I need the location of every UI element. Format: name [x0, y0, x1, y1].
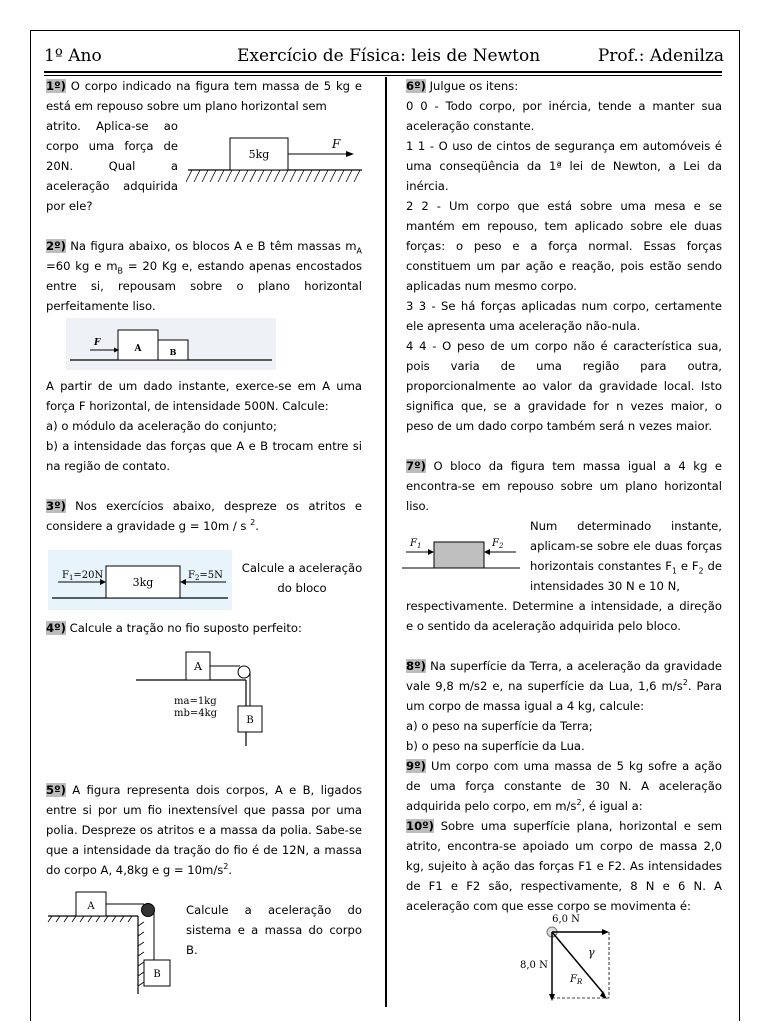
subscript: B	[117, 266, 123, 276]
block-b-label: B	[169, 347, 177, 357]
question-6	[406, 76, 722, 436]
question-3-instruction	[238, 558, 366, 598]
judge-item-0: 0 0 - Todo corpo, por inércia, tende a manter sua aceleração constante.	[406, 99, 722, 133]
subscript: 1	[671, 566, 677, 576]
question-8	[406, 656, 722, 916]
force-2-label: $F_2=5N$	[188, 570, 223, 582]
figure-block-on-plane	[186, 124, 364, 190]
figure-opposing-forces	[400, 532, 522, 574]
question-text: O bloco da figura tem massa igual a 4 kg e encontra-se em repouso sobre um plano horizontal liso.	[406, 459, 722, 513]
question-text: Nos exercícios abaixo, despreze os atritos e considere a gravidade g = 10m / s	[46, 499, 363, 533]
question-number: 9º)	[406, 759, 426, 773]
question-text: Na figura abaixo, os blocos A e B têm massas	[70, 239, 341, 253]
punctuation: .	[255, 519, 259, 533]
question-text: Num determinado instante, aplicam-se sobre ele duas forças horizontais constantes F	[530, 519, 722, 573]
question-number: 1º)	[46, 79, 66, 93]
figure-pulley-system	[136, 646, 276, 746]
block-a-label: A	[87, 901, 95, 912]
superscript: 2	[682, 678, 688, 688]
block-a-label: A	[134, 344, 142, 354]
mass-b-label: mb=4kg	[174, 708, 218, 719]
force-1-label: $F_1=20N$	[62, 570, 104, 582]
question-4	[46, 618, 362, 638]
question-5	[46, 780, 362, 880]
question-text: Calcule a tração no fio suposto perfeito:	[69, 621, 302, 635]
question-text: e F	[676, 559, 699, 573]
question-text: de intensidades 30 N e 10 N,	[530, 559, 722, 593]
question-2	[46, 236, 362, 316]
force-label: F	[94, 338, 101, 348]
page-header	[44, 46, 724, 70]
subscript: A	[356, 246, 363, 256]
question-number: 8º)	[406, 659, 426, 673]
question-number: 10º)	[406, 819, 434, 833]
force-label: F	[332, 137, 341, 151]
figure-blocks-a-b	[66, 318, 276, 370]
question-text: Sobre uma superfície plana, horizontal e sem atrito, encontra-se apoiado um corpo de massa 2,0 kg, sujeito à ação das forças F1 e F2. As intensidades de F1 e F2 são, respectivamente, 8 N e 6 N. A aceleração com que esse corpo se movimenta é:	[406, 819, 722, 913]
item-a: a) o peso na superfície da Terra;	[406, 719, 593, 733]
mass-label: 5kg	[248, 148, 270, 161]
question-1-continued	[46, 116, 178, 216]
item-b: b) o peso na superfície da Lua.	[406, 739, 585, 753]
grade-label: 1º Ano	[44, 46, 102, 66]
question-text: Julgue os itens:	[429, 79, 519, 93]
block-a-label: A	[194, 660, 202, 673]
force-1-label: $F_1$	[410, 538, 422, 550]
question-1	[46, 76, 362, 116]
question-7-continued	[530, 516, 722, 596]
teacher-name: Prof.: Adenilza	[597, 46, 724, 66]
gamma-label: γ	[588, 946, 595, 959]
question-text: respectivamente. Determine a intensidade, a direção e o sentido da aceleração adquirida pelo bloco.	[406, 599, 722, 633]
question-number: 4º)	[46, 621, 66, 635]
header-rule-top	[44, 71, 722, 73]
judge-item-1: 1 1 - O uso de cintos de segurança em automóveis é uma conseqüência da 1ª lei de Newton, a Lei da inércia.	[406, 139, 722, 193]
question-7-end	[406, 596, 722, 636]
punctuation: .	[228, 863, 233, 877]
resultant-label: $F_R$	[570, 974, 583, 986]
instruction-line: do bloco	[277, 581, 327, 595]
instruction-line: Calcule a aceleração	[241, 561, 363, 575]
worksheet-title: Exercício de Física: leis de Newton	[237, 46, 541, 66]
figure-force-vectors	[514, 910, 618, 1004]
judge-item-3: 3 3 - Se há forças aplicadas num corpo, certamente ele apresenta uma aceleração não-nula.	[406, 299, 722, 333]
question-text: . Para um corpo de massa igual a 4 kg, calcule:	[406, 679, 722, 713]
block-b-label: B	[153, 969, 161, 980]
question-5-instruction	[186, 900, 362, 960]
question-text: , é igual a:	[581, 799, 643, 813]
question-3	[46, 496, 362, 536]
question-text: = 20 Kg e, estando apenas encostados entre si, repousam sobre o plano horizontal perfeitamente liso.	[46, 259, 362, 313]
question-2-parts	[46, 376, 362, 476]
question-text: A partir de um dado instante, exerce-se em A uma força F horizontal, de intensidade 500N. Calcule:	[46, 379, 362, 413]
question-text: =60 kg e m	[46, 259, 118, 273]
question-text: A figura representa dois corpos, A e B, ligados entre si por um fio inextensível que passa por uma polia. Despreze os atritos e a massa da polia. Sabe-se que a intensidade da tração do fio é de 12N, a massa do corpo A, 4,8kg e g = 10m/s	[46, 783, 362, 877]
superscript: 2	[223, 862, 229, 872]
question-number: 3º)	[46, 499, 66, 513]
question-number: 7º)	[406, 459, 426, 473]
mass-a-label: ma=1kg	[174, 696, 217, 707]
figure-table-pulley	[44, 890, 176, 994]
mass-symbol: m	[345, 239, 357, 253]
judge-item-2: 2 2 - Um corpo que está sobre uma mesa e se mantém em repouso, tem aplicado sobre ele duas forças: o peso e a força normal. Essas forças constituem um par ação e reação, pois estão sendo aplicadas num mesmo corpo.	[406, 199, 722, 293]
question-7	[406, 456, 722, 516]
question-number: 5º)	[46, 783, 66, 797]
mass-label: 3kg	[132, 576, 154, 589]
column-divider	[385, 77, 387, 1007]
question-number: 6º)	[406, 79, 426, 93]
item-b: b) a intensidade das forças que A e B trocam entre si na região de contato.	[46, 439, 362, 473]
item-a: a) o módulo da aceleração do conjunto;	[46, 419, 277, 433]
question-text: Na superfície da Terra, a aceleração da gravidade vale 9,8 m/s2 e, na superfície da Lua, 1,6 m/s	[406, 659, 723, 693]
force-2-label: $F_2$	[492, 538, 504, 550]
force-left-label: 8,0 N	[520, 960, 548, 971]
question-text: atrito. Aplica-se ao corpo uma força de 20N. Qual a aceleração adquirida por ele?	[46, 119, 178, 213]
question-text: Calcule a aceleração do sistema e a massa do corpo B.	[186, 903, 362, 957]
question-text: O corpo indicado na figura tem massa de 5 kg e está em repouso sobre um plano horizontal sem	[46, 79, 362, 113]
superscript: 2	[576, 798, 582, 808]
question-number: 2º)	[46, 239, 66, 253]
judge-item-4: 4 4 - O peso de um corpo não é característica sua, pois varia de uma região para outra, proporcionalmente ao valor da gravidade local. Isto significa que, se a gravidade for n vezes maior, o peso de um dado corpo também será n vezes maior.	[406, 339, 722, 433]
block-b-label: B	[246, 715, 254, 726]
subscript: 2	[698, 566, 704, 576]
force-top-label: 6,0 N	[552, 914, 580, 925]
question-text: Um corpo com uma massa de 5 kg sofre a ação de uma força constante de 30 N. A aceleração adquirida pelo corpo, em m/s	[406, 759, 722, 813]
figure-two-forces-block	[48, 550, 232, 610]
superscript: 2	[250, 518, 256, 528]
